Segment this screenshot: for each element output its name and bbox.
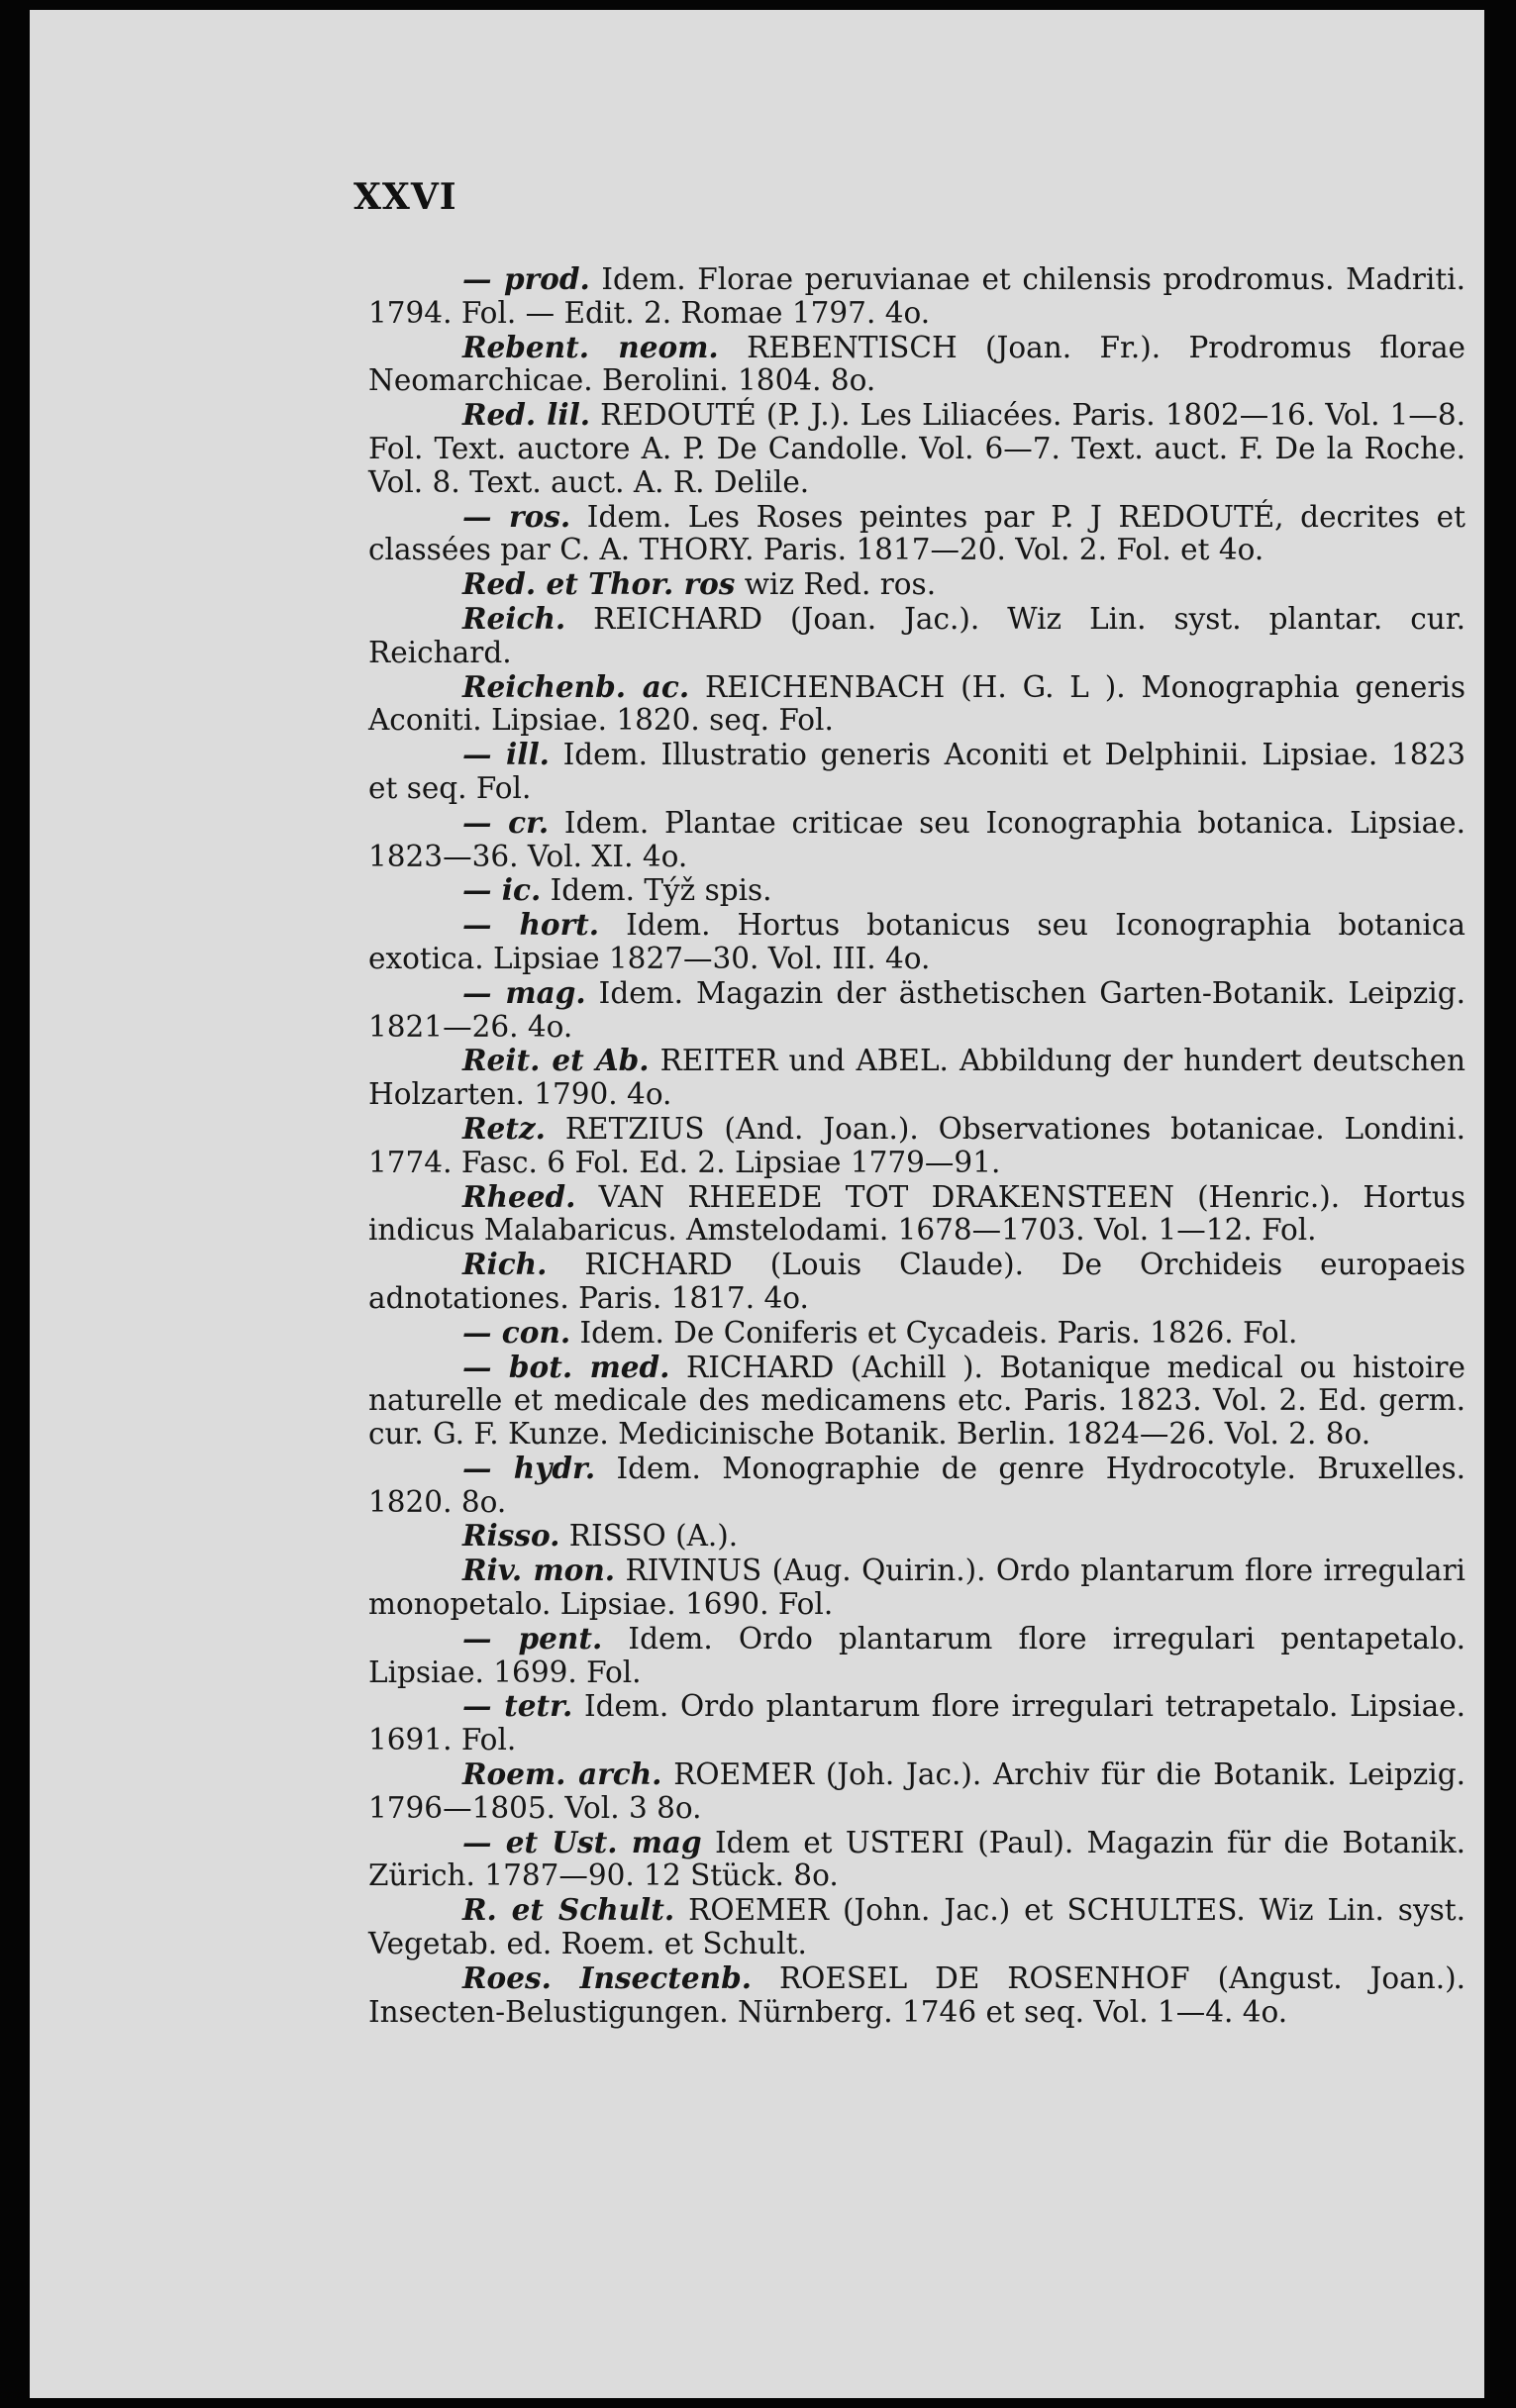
entry-text: wiz Red. ros. (735, 567, 937, 602)
entry-abbreviation: Riv. mon. (462, 1553, 616, 1588)
entry-text: Idem. Monographie de genre Hydrocotyle. Bruxelles. 1820. 8o. (368, 1451, 1466, 1519)
entry-abbreviation: Red. lil. (462, 397, 591, 433)
entry-abbreviation: — hort. (462, 907, 600, 943)
bibliography-entry (368, 1893, 1465, 1961)
bibliography-entry (368, 976, 1465, 1045)
entry-abbreviation: Risso. (462, 1518, 560, 1554)
entry-abbreviation: — cr. (462, 804, 550, 840)
entry-text: RISSO (A.). (559, 1519, 739, 1554)
entry-abbreviation: — prod. (462, 261, 590, 296)
entry-abbreviation: Reich. (462, 600, 566, 636)
entry-text: VAN RHEEDE TOT DRAKENSTEEN (Henric.). Hortus indicus Malabaricus. Amstelodami. 1678—1703. Vol. 1—12. Fol. (368, 1179, 1465, 1248)
entry-text: REBENTISCH (Joan. Fr.). Prodromus florae Neomarchicae. Berolini. 1804. 8o. (368, 330, 1465, 398)
bibliography-entry (368, 331, 1465, 399)
entry-text: Idem. De Coniferis et Cycadeis. Paris. 1826. Fol. (570, 1315, 1298, 1350)
entry-abbreviation: — et Ust. mag (462, 1824, 702, 1859)
entry-text: Idem. Florae peruvianae et chilensis prodromus. Madriti. 1794. Fol. — Edit. 2. Romae 1797. 4o. (368, 262, 1465, 330)
entry-abbreviation: — con. (462, 1314, 571, 1350)
entry-text: REICHARD (Joan. Jac.). Wiz Lin. syst. plantar. cur. Reichard. (368, 601, 1465, 669)
entry-abbreviation: Reichenb. ac. (462, 668, 690, 704)
entry-abbreviation: — ros. (462, 498, 571, 534)
entry-abbreviation: Roem. arch. (462, 1756, 662, 1792)
bibliography-entry (368, 1961, 1465, 2030)
bibliography-entry (368, 1757, 1465, 1826)
bibliography-entry (368, 602, 1465, 670)
entry-text: Idem. Plantae criticae seu Iconographia botanica. Lipsiae. 1823—36. Vol. XI. 4o. (368, 805, 1465, 873)
bibliography-entry (368, 1248, 1465, 1316)
entry-text: Idem. Týž spis. (541, 873, 772, 908)
entry-abbreviation: — ic. (462, 872, 542, 908)
bibliography-entry (368, 908, 1465, 976)
entry-abbreviation: Roes. Insectenb. (462, 1959, 753, 1995)
entry-text: Idem. Les Roses peintes par P. J REDOUTÉ, decrites et classées par C. A. THORY. Paris. 1817—20. Vol. 2. Fol. et 4o. (368, 499, 1465, 567)
bibliography-entry (368, 1519, 1465, 1554)
bibliography-list (368, 262, 1465, 2029)
entry-text: RICHARD (Achill ). Botanique medical ou histoire naturelle et medicale des medicamens etc. Paris. 1823. Vol. 2. Ed. germ. cur. G. F. Kunze. Medicinische Botanik. Berlin. 1824—26. Vol. 2. 8o. (368, 1350, 1465, 1452)
entry-text: Idem. Hortus botanicus seu Iconographia botanica exotica. Lipsiae 1827—30. Vol. III. 4o. (368, 908, 1465, 975)
bibliography-entry (368, 1351, 1465, 1452)
book-page (30, 10, 1484, 2398)
entry-text: RIVINUS (Aug. Quirin.). Ordo plantarum flore irregulari monopetalo. Lipsiae. 1690. Fol. (368, 1554, 1465, 1622)
entry-text: Idem. Magazin der ästhetischen Garten-Botanik. Leipzig. 1821—26. 4o. (368, 975, 1466, 1044)
bibliography-entry (368, 1554, 1465, 1622)
entry-text: RETZIUS (And. Joan.). Observationes botanicae. Londini. 1774. Fasc. 6 Fol. Ed. 2. Lipsiae 1779—91. (368, 1111, 1465, 1179)
entry-text: Idem. Ordo plantarum flore irregulari pentapetalo. Lipsiae. 1699. Fol. (368, 1621, 1465, 1689)
entry-text: ROEMER (John. Jac.) et SCHULTES. Wiz Lin. syst. Vegetab. ed. Roem. et Schult. (368, 1893, 1465, 1961)
bibliography-entry (368, 500, 1465, 568)
entry-text: REICHENBACH (H. G. L ). Monographia generis Aconiti. Lipsiae. 1820. seq. Fol. (368, 669, 1466, 738)
entry-abbreviation: — mag. (462, 974, 586, 1010)
entry-text: Idem. Ordo plantarum flore irregulari tetrapetalo. Lipsiae. 1691. Fol. (368, 1689, 1465, 1757)
bibliography-entry (368, 262, 1465, 331)
page-number: XXVI (354, 176, 457, 218)
bibliography-entry (368, 670, 1465, 739)
bibliography-entry (368, 1044, 1465, 1112)
entry-text: ROEMER (Joh. Jac.). Archiv für die Botanik. Leipzig. 1796—1805. Vol. 3 8o. (368, 1757, 1465, 1825)
entry-abbreviation: Rheed. (462, 1178, 576, 1214)
entry-text: REITER und ABEL. Abbildung der hundert deutschen Holzarten. 1790. 4o. (368, 1044, 1465, 1112)
entry-abbreviation: Reit. et Ab. (462, 1043, 650, 1078)
bibliography-entry (368, 398, 1465, 499)
bibliography-entry (368, 567, 1465, 602)
bibliography-entry (368, 738, 1465, 806)
entry-abbreviation: Rebent. neom. (462, 329, 719, 364)
entry-abbreviation: — tetr. (462, 1688, 573, 1724)
entry-abbreviation: R. et Schult. (462, 1892, 675, 1928)
entry-abbreviation: Red. et Thor. ros (462, 566, 736, 602)
entry-text: REDOUTÉ (P. J.). Les Liliacées. Paris. 1802—16. Vol. 1—8. Fol. Text. auctore A. P. De Candolle. Vol. 6—7. Text. auct. F. De la Roche. Vol. 8. Text. auct. A. R. Delile. (368, 398, 1465, 499)
entry-text: RICHARD (Louis Claude). De Orchideis europaeis adnotationes. Paris. 1817. 4o. (368, 1248, 1465, 1315)
bibliography-entry (368, 1112, 1465, 1180)
bibliography-entry (368, 1689, 1465, 1757)
entry-text: ROESEL DE ROSENHOF (Angust. Joan.). Insecten-Belustigungen. Nürnberg. 1746 et seq. Vol. 1—4. 4o. (368, 1960, 1466, 2029)
bibliography-entry (368, 806, 1465, 874)
entry-abbreviation: Retz. (462, 1110, 546, 1146)
entry-abbreviation: Rich. (462, 1247, 548, 1282)
entry-text: Idem et USTERI (Paul). Magazin für die Botanik. Zürich. 1787—90. 12 Stück. 8o. (368, 1825, 1465, 1893)
entry-abbreviation: — ill. (462, 737, 550, 772)
entry-abbreviation: — hydr. (462, 1450, 596, 1485)
bibliography-entry (368, 1180, 1465, 1249)
bibliography-entry (368, 1452, 1465, 1520)
bibliography-entry (368, 1622, 1465, 1690)
entry-abbreviation: — pent. (462, 1620, 603, 1656)
entry-text: Idem. Illustratio generis Aconiti et Delphinii. Lipsiae. 1823 et seq. Fol. (368, 738, 1465, 805)
bibliography-entry (368, 1826, 1465, 1894)
bibliography-entry (368, 873, 1465, 908)
bibliography-entry (368, 1316, 1465, 1351)
entry-abbreviation: — bot. med. (462, 1349, 670, 1384)
